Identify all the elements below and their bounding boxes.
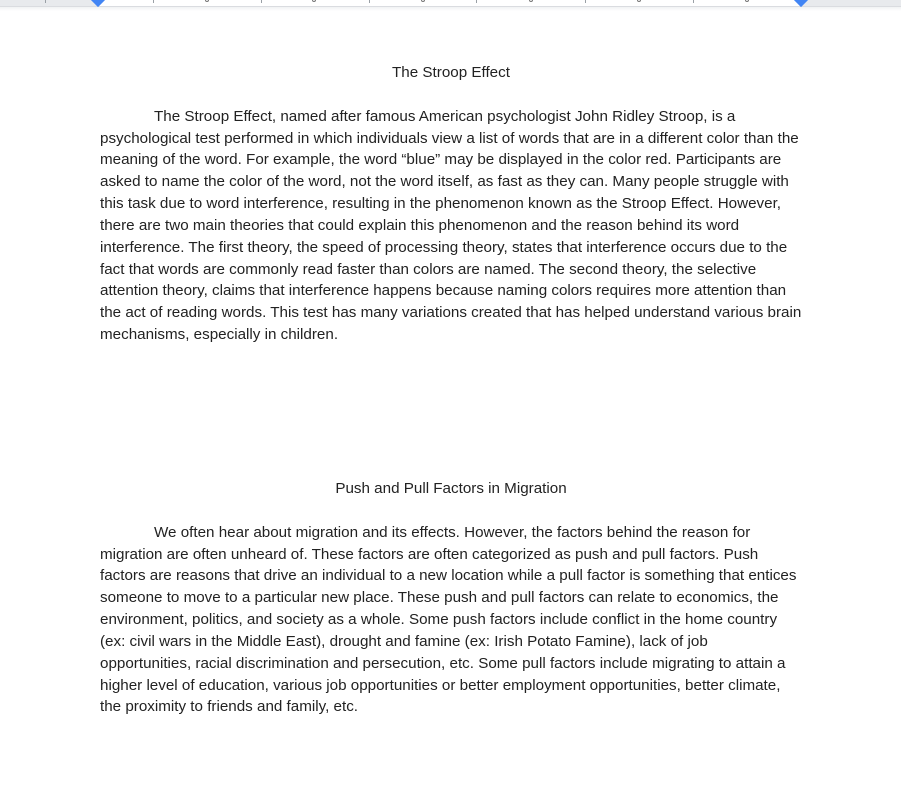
ruler-tick	[153, 0, 154, 3]
ruler-tick	[585, 0, 586, 3]
section-title: Push and Pull Factors in Migration	[335, 480, 567, 497]
section-paragraph: The Stroop Effect, named after famous American psychologist John Ridley Stroop, is a psychological test performed in which individuals view a list of words that are in a different color than the meaning of the word. For example, the word “blue” may be displayed in the color red. Participants are asked to name the color of the word, not the word itself, as fast as they can. Many people struggle with this task due to word interference, resulting in the phenomenon known as the Stroop Effect. However, there are two main theories that could explain this phenomenon and the reason behind its word interference. The first theory, the speed of processing theory, states that interference occurs due to the fact that words are commonly read faster than colors are named. The second theory, the selective attention theory, claims that interference happens because naming colors requires more attention than the act of reading words. This test has many variations created that has helped understand various brain mechanisms, especially in children.	[100, 107, 802, 344]
document-section-migration[interactable]	[100, 478, 802, 718]
ruler-tick	[693, 0, 694, 3]
ruler-shadow	[0, 7, 901, 11]
ruler-tick	[45, 0, 46, 3]
ruler-tick	[261, 0, 262, 3]
section-title: The Stroop Effect	[392, 64, 510, 81]
ruler-text-area	[98, 0, 801, 6]
section-paragraph: We often hear about migration and its effects. However, the factors behind the reason for migration are often unheard of. These factors are often categorized as push and pull factors. Push factors are reasons that drive an individual to a new location while a pull factor is something that entices someone to move to a particular new place. These push and pull factors can relate to economics, the environment, politics, and society as a whole. Some push factors include conflict in the home country (ex: civil wars in the Middle East), drought and famine (ex: Irish Potato Famine), lack of job opportunities, racial discrimination and persecution, etc. Some pull factors include migrating to attain a higher level of education, various job opportunities or better employment opportunities, better climate, the proximity to friends and family, etc.	[100, 523, 797, 716]
horizontal-ruler[interactable]	[0, 0, 901, 7]
ruler-tick	[369, 0, 370, 3]
ruler-tick	[476, 0, 477, 3]
document-section-stroop[interactable]	[100, 62, 802, 346]
